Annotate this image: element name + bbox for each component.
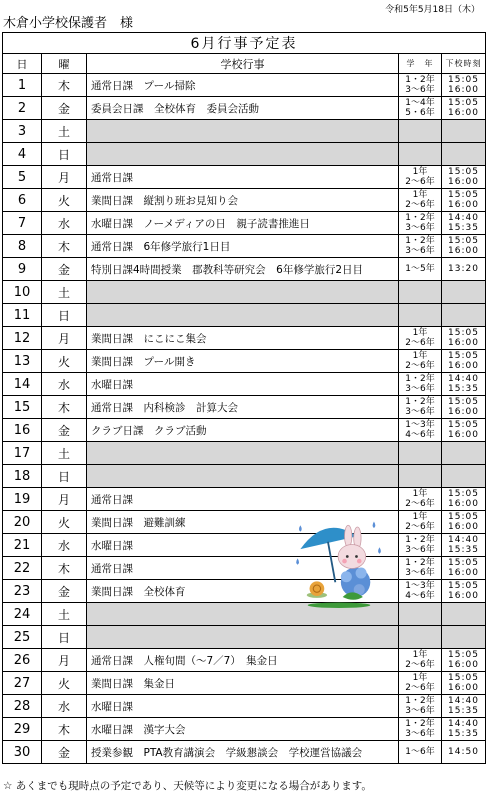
- footer-note: ☆ あくまでも現時点の予定であり、天候等により変更になる場合があります。: [3, 780, 372, 792]
- dismissal-time-cell: [442, 580, 486, 603]
- grade-cell: [399, 97, 442, 120]
- event-cell: 授業参観 PTA教育講演会 学級懇談会 学校運営協議会: [87, 741, 399, 764]
- grade-line: 5・6年: [405, 108, 435, 118]
- issue-date: 令和5年5月18日（木）: [385, 5, 480, 15]
- grade-cell: [399, 465, 442, 488]
- grade-line: 2～6年: [405, 338, 435, 348]
- grade-line: 4～6年: [405, 591, 435, 601]
- grade-line: 1～3年: [405, 581, 435, 591]
- day-cell: 4: [3, 143, 42, 166]
- table-row: [3, 741, 486, 764]
- dismissal-time-cell: [442, 511, 486, 534]
- event-cell: 通常日課 プール掃除: [87, 74, 399, 97]
- grade-line: 1・2年: [405, 719, 435, 729]
- day-cell: 9: [3, 258, 42, 281]
- weekday-cell: 金: [42, 97, 87, 120]
- grade-cell: [399, 488, 442, 511]
- weekday-cell: 土: [42, 442, 87, 465]
- day-cell: 1: [3, 74, 42, 97]
- grade-line: 1～3年: [405, 420, 435, 430]
- grade-cell: [399, 258, 442, 281]
- event-cell: 水曜日課: [87, 695, 399, 718]
- time-line: 16:00: [448, 407, 479, 417]
- time-line: 16:00: [448, 683, 479, 693]
- weekday-cell: 火: [42, 672, 87, 695]
- grade-line: 1・2年: [405, 397, 435, 407]
- event-cell: 委員会日課 全校体育 委員会活動: [87, 97, 399, 120]
- table-row: [3, 419, 486, 442]
- table-row: [3, 281, 486, 304]
- table-row: [3, 534, 486, 557]
- dismissal-time-cell: [442, 166, 486, 189]
- grade-cell: [399, 672, 442, 695]
- time-line: 15:05: [448, 75, 479, 85]
- event-cell: クラブ日課 クラブ活動: [87, 419, 399, 442]
- time-line: 16:00: [448, 200, 479, 210]
- weekday-cell: 火: [42, 189, 87, 212]
- weekday-cell: 月: [42, 327, 87, 350]
- umbrella-handle: [328, 542, 335, 582]
- time-line: 15:05: [448, 98, 479, 108]
- grade-line: 1・2年: [405, 535, 435, 545]
- dismissal-time-cell: [442, 626, 486, 649]
- grade-line: 3～6年: [405, 85, 435, 95]
- time-line: 15:05: [448, 420, 479, 430]
- day-cell: 29: [3, 718, 42, 741]
- table-row: [3, 327, 486, 350]
- table-row: [3, 488, 486, 511]
- day-cell: 12: [3, 327, 42, 350]
- day-cell: 19: [3, 488, 42, 511]
- grade-line: 2～6年: [405, 660, 435, 670]
- table-row: [3, 511, 486, 534]
- time-line: 14:40: [448, 719, 479, 729]
- table-row: [3, 672, 486, 695]
- grade-cell: [399, 396, 442, 419]
- event-cell: [87, 143, 399, 166]
- dismissal-time-cell: [442, 672, 486, 695]
- dismissal-time-cell: [442, 534, 486, 557]
- dismissal-time-cell: [442, 212, 486, 235]
- grade-cell: [399, 534, 442, 557]
- grade-line: 3～6年: [405, 568, 435, 578]
- grade-line: 1年: [412, 351, 428, 361]
- day-cell: 14: [3, 373, 42, 396]
- document-title: 6月行事予定表: [3, 33, 486, 54]
- weekday-cell: 水: [42, 212, 87, 235]
- weekday-cell: 金: [42, 258, 87, 281]
- time-line: 15:05: [448, 489, 479, 499]
- table-row: [3, 120, 486, 143]
- table-row: [3, 396, 486, 419]
- event-cell: 業間日課 避難訓練: [87, 511, 399, 534]
- day-cell: 15: [3, 396, 42, 419]
- weekday-cell: 月: [42, 488, 87, 511]
- weekday-cell: 火: [42, 350, 87, 373]
- event-cell: 通常日課: [87, 488, 399, 511]
- day-cell: 17: [3, 442, 42, 465]
- weekday-cell: 木: [42, 557, 87, 580]
- grade-line: 3～6年: [405, 729, 435, 739]
- grade-line: 1年: [412, 328, 428, 338]
- table-row: [3, 143, 486, 166]
- event-cell: 通常日課 人権旬間（～7／7） 集金日: [87, 649, 399, 672]
- grade-line: 1・2年: [405, 558, 435, 568]
- grade-line: 1・2年: [405, 75, 435, 85]
- dismissal-time-cell: [442, 281, 486, 304]
- table-row: [3, 304, 486, 327]
- grade-cell: [399, 120, 442, 143]
- time-line: 16:00: [448, 499, 479, 509]
- dismissal-time-cell: [442, 718, 486, 741]
- time-line: 16:00: [448, 591, 479, 601]
- event-cell: 水曜日課 ノーメディアの日 親子読書推進日: [87, 212, 399, 235]
- grade-line: 2～6年: [405, 361, 435, 371]
- column-header-grade: 学 年: [399, 54, 442, 74]
- time-line: 16:00: [448, 246, 479, 256]
- table-row: [3, 258, 486, 281]
- time-line: 16:00: [448, 430, 479, 440]
- day-cell: 11: [3, 304, 42, 327]
- dismissal-time-cell: [442, 488, 486, 511]
- event-cell: 業間日課 集金日: [87, 672, 399, 695]
- table-row: [3, 649, 486, 672]
- grade-line: 3～6年: [405, 384, 435, 394]
- recipient-line: 木倉小学校保護者 様: [3, 16, 134, 31]
- grade-line: 3～6年: [405, 545, 435, 555]
- weekday-cell: 金: [42, 580, 87, 603]
- weekday-cell: 日: [42, 465, 87, 488]
- grade-line: 2～6年: [405, 499, 435, 509]
- day-cell: 26: [3, 649, 42, 672]
- day-cell: 10: [3, 281, 42, 304]
- dismissal-time-cell: [442, 304, 486, 327]
- time-line: 16:00: [448, 177, 479, 187]
- day-cell: 7: [3, 212, 42, 235]
- column-header-row: [3, 54, 486, 74]
- grade-cell: [399, 327, 442, 350]
- dismissal-time-cell: [442, 442, 486, 465]
- weekday-cell: 日: [42, 304, 87, 327]
- event-cell: 通常日課 内科検診 計算大会: [87, 396, 399, 419]
- grade-line: 1・2年: [405, 696, 435, 706]
- table-row: [3, 189, 486, 212]
- grade-cell: [399, 511, 442, 534]
- grade-line: 3～6年: [405, 246, 435, 256]
- grade-line: 1年: [412, 650, 428, 660]
- table-row: [3, 97, 486, 120]
- time-line: 16:00: [448, 568, 479, 578]
- time-line: 15:35: [448, 729, 479, 739]
- event-cell: [87, 626, 399, 649]
- event-cell: [87, 465, 399, 488]
- event-cell: 通常日課: [87, 557, 399, 580]
- dismissal-time-cell: [442, 396, 486, 419]
- grade-line: 3～6年: [405, 407, 435, 417]
- weekday-cell: 月: [42, 649, 87, 672]
- dismissal-time-cell: [442, 695, 486, 718]
- weekday-cell: 水: [42, 695, 87, 718]
- event-schedule-table: [2, 32, 486, 764]
- day-cell: 20: [3, 511, 42, 534]
- time-line: 16:00: [448, 522, 479, 532]
- grade-cell: [399, 626, 442, 649]
- table-row: [3, 695, 486, 718]
- day-cell: 24: [3, 603, 42, 626]
- day-cell: 30: [3, 741, 42, 764]
- weekday-cell: 金: [42, 741, 87, 764]
- time-line: 15:35: [448, 223, 479, 233]
- grade-line: 1年: [412, 673, 428, 683]
- grade-line: 1・2年: [405, 374, 435, 384]
- dismissal-time-cell: [442, 327, 486, 350]
- grade-cell: [399, 580, 442, 603]
- grade-cell: [399, 189, 442, 212]
- day-cell: 22: [3, 557, 42, 580]
- snail-figure: [307, 581, 327, 598]
- dismissal-time-cell: [442, 373, 486, 396]
- time-line: 15:05: [448, 650, 479, 660]
- grade-cell: [399, 304, 442, 327]
- grade-line: 2～6年: [405, 522, 435, 532]
- grade-cell: [399, 74, 442, 97]
- dismissal-time-cell: [442, 74, 486, 97]
- grade-cell: [399, 741, 442, 764]
- table-row: [3, 718, 486, 741]
- grade-cell: [399, 350, 442, 373]
- event-cell: 通常日課: [87, 166, 399, 189]
- table-row: [3, 74, 486, 97]
- grade-cell: [399, 166, 442, 189]
- grade-line: 1年: [412, 190, 428, 200]
- weekday-cell: 水: [42, 534, 87, 557]
- grade-cell: [399, 281, 442, 304]
- dismissal-time-cell: [442, 235, 486, 258]
- day-cell: 8: [3, 235, 42, 258]
- day-cell: 25: [3, 626, 42, 649]
- table-row: [3, 373, 486, 396]
- time-line: 15:05: [448, 190, 479, 200]
- grade-cell: [399, 212, 442, 235]
- weekday-cell: 月: [42, 166, 87, 189]
- event-cell: [87, 304, 399, 327]
- grade-cell: [399, 143, 442, 166]
- time-line: 15:35: [448, 706, 479, 716]
- table-row: [3, 212, 486, 235]
- weekday-cell: 木: [42, 74, 87, 97]
- time-line: 15:05: [448, 581, 479, 591]
- dismissal-time-cell: [442, 419, 486, 442]
- dismissal-time-cell: [442, 189, 486, 212]
- table-row: [3, 557, 486, 580]
- time-line: 15:35: [448, 545, 479, 555]
- grade-line: 1・2年: [405, 213, 435, 223]
- grade-line: 1～6年: [405, 747, 435, 757]
- dismissal-time-cell: [442, 143, 486, 166]
- table-row: [3, 580, 486, 603]
- event-cell: 通常日課 6年修学旅行1日目: [87, 235, 399, 258]
- time-line: 15:05: [448, 236, 479, 246]
- grade-cell: [399, 603, 442, 626]
- day-cell: 2: [3, 97, 42, 120]
- schedule-body: [3, 74, 486, 764]
- day-cell: 5: [3, 166, 42, 189]
- time-line: 16:00: [448, 85, 479, 95]
- dismissal-time-cell: [442, 120, 486, 143]
- day-cell: 6: [3, 189, 42, 212]
- day-cell: 13: [3, 350, 42, 373]
- time-line: 15:05: [448, 558, 479, 568]
- event-cell: 業間日課 縦割り班お見知り会: [87, 189, 399, 212]
- time-line: 15:05: [448, 673, 479, 683]
- grade-line: 1年: [412, 167, 428, 177]
- dismissal-time-cell: [442, 465, 486, 488]
- dismissal-time-cell: [442, 258, 486, 281]
- grade-line: 1・2年: [405, 236, 435, 246]
- day-cell: 3: [3, 120, 42, 143]
- grade-line: 3～6年: [405, 223, 435, 233]
- event-cell: [87, 442, 399, 465]
- grade-cell: [399, 373, 442, 396]
- grade-line: 1～5年: [405, 264, 435, 274]
- day-cell: 16: [3, 419, 42, 442]
- weekday-cell: 木: [42, 718, 87, 741]
- time-line: 15:05: [448, 351, 479, 361]
- event-cell: 業間日課 全校体育: [87, 580, 399, 603]
- weekday-cell: 土: [42, 281, 87, 304]
- dismissal-time-cell: [442, 350, 486, 373]
- grade-line: 3～6年: [405, 706, 435, 716]
- grade-line: 2～6年: [405, 200, 435, 210]
- table-row: [3, 235, 486, 258]
- ground-shadow: [308, 602, 371, 608]
- event-cell: 特別日課4時間授業 郡教科等研究会 6年修学旅行2日目: [87, 258, 399, 281]
- dismissal-time-cell: [442, 557, 486, 580]
- table-row: [3, 465, 486, 488]
- time-line: 15:35: [448, 384, 479, 394]
- weekday-cell: 水: [42, 373, 87, 396]
- day-cell: 28: [3, 695, 42, 718]
- grade-line: 2～6年: [405, 177, 435, 187]
- table-row: [3, 603, 486, 626]
- time-line: 16:00: [448, 338, 479, 348]
- weekday-cell: 土: [42, 603, 87, 626]
- dismissal-time-cell: [442, 741, 486, 764]
- grade-cell: [399, 695, 442, 718]
- time-line: 14:50: [448, 747, 479, 757]
- column-header-dismissal-time: 下校時刻: [442, 54, 486, 74]
- time-line: 14:40: [448, 213, 479, 223]
- time-line: 14:40: [448, 535, 479, 545]
- table-row: [3, 442, 486, 465]
- day-cell: 23: [3, 580, 42, 603]
- day-cell: 21: [3, 534, 42, 557]
- weekday-cell: 土: [42, 120, 87, 143]
- time-line: 16:00: [448, 108, 479, 118]
- dismissal-time-cell: [442, 649, 486, 672]
- event-cell: 業間日課 にこにこ集会: [87, 327, 399, 350]
- hydrangea-flower: [341, 568, 370, 600]
- weekday-cell: 日: [42, 143, 87, 166]
- column-header-weekday: 曜: [42, 54, 87, 74]
- dismissal-time-cell: [442, 97, 486, 120]
- table-row: [3, 166, 486, 189]
- time-line: 14:40: [448, 696, 479, 706]
- grade-line: 1年: [412, 489, 428, 499]
- event-cell: [87, 120, 399, 143]
- time-line: 14:40: [448, 374, 479, 384]
- event-cell: 水曜日課: [87, 534, 399, 557]
- time-line: 15:05: [448, 167, 479, 177]
- grade-cell: [399, 557, 442, 580]
- weekday-cell: 木: [42, 396, 87, 419]
- time-line: 13:20: [448, 264, 479, 274]
- column-header-event: 学校行事: [87, 54, 399, 74]
- grade-cell: [399, 442, 442, 465]
- time-line: 16:00: [448, 660, 479, 670]
- grade-cell: [399, 419, 442, 442]
- column-header-day: 日: [3, 54, 42, 74]
- grade-line: 1年: [412, 512, 428, 522]
- table-row: [3, 626, 486, 649]
- event-cell: 業間日課 プール開き: [87, 350, 399, 373]
- grade-cell: [399, 718, 442, 741]
- rabbit-umbrella-illustration: [293, 516, 385, 608]
- time-line: 16:00: [448, 361, 479, 371]
- grade-line: 2～6年: [405, 683, 435, 693]
- event-cell: 水曜日課 漢字大会: [87, 718, 399, 741]
- weekday-cell: 木: [42, 235, 87, 258]
- table-row: [3, 350, 486, 373]
- time-line: 15:05: [448, 397, 479, 407]
- day-cell: 27: [3, 672, 42, 695]
- dismissal-time-cell: [442, 603, 486, 626]
- grade-line: 1～4年: [405, 98, 435, 108]
- weekday-cell: 金: [42, 419, 87, 442]
- day-cell: 18: [3, 465, 42, 488]
- time-line: 15:05: [448, 512, 479, 522]
- weekday-cell: 日: [42, 626, 87, 649]
- grade-cell: [399, 235, 442, 258]
- weekday-cell: 火: [42, 511, 87, 534]
- time-line: 15:05: [448, 328, 479, 338]
- grade-cell: [399, 649, 442, 672]
- grade-line: 4～6年: [405, 430, 435, 440]
- event-cell: 水曜日課: [87, 373, 399, 396]
- event-cell: [87, 281, 399, 304]
